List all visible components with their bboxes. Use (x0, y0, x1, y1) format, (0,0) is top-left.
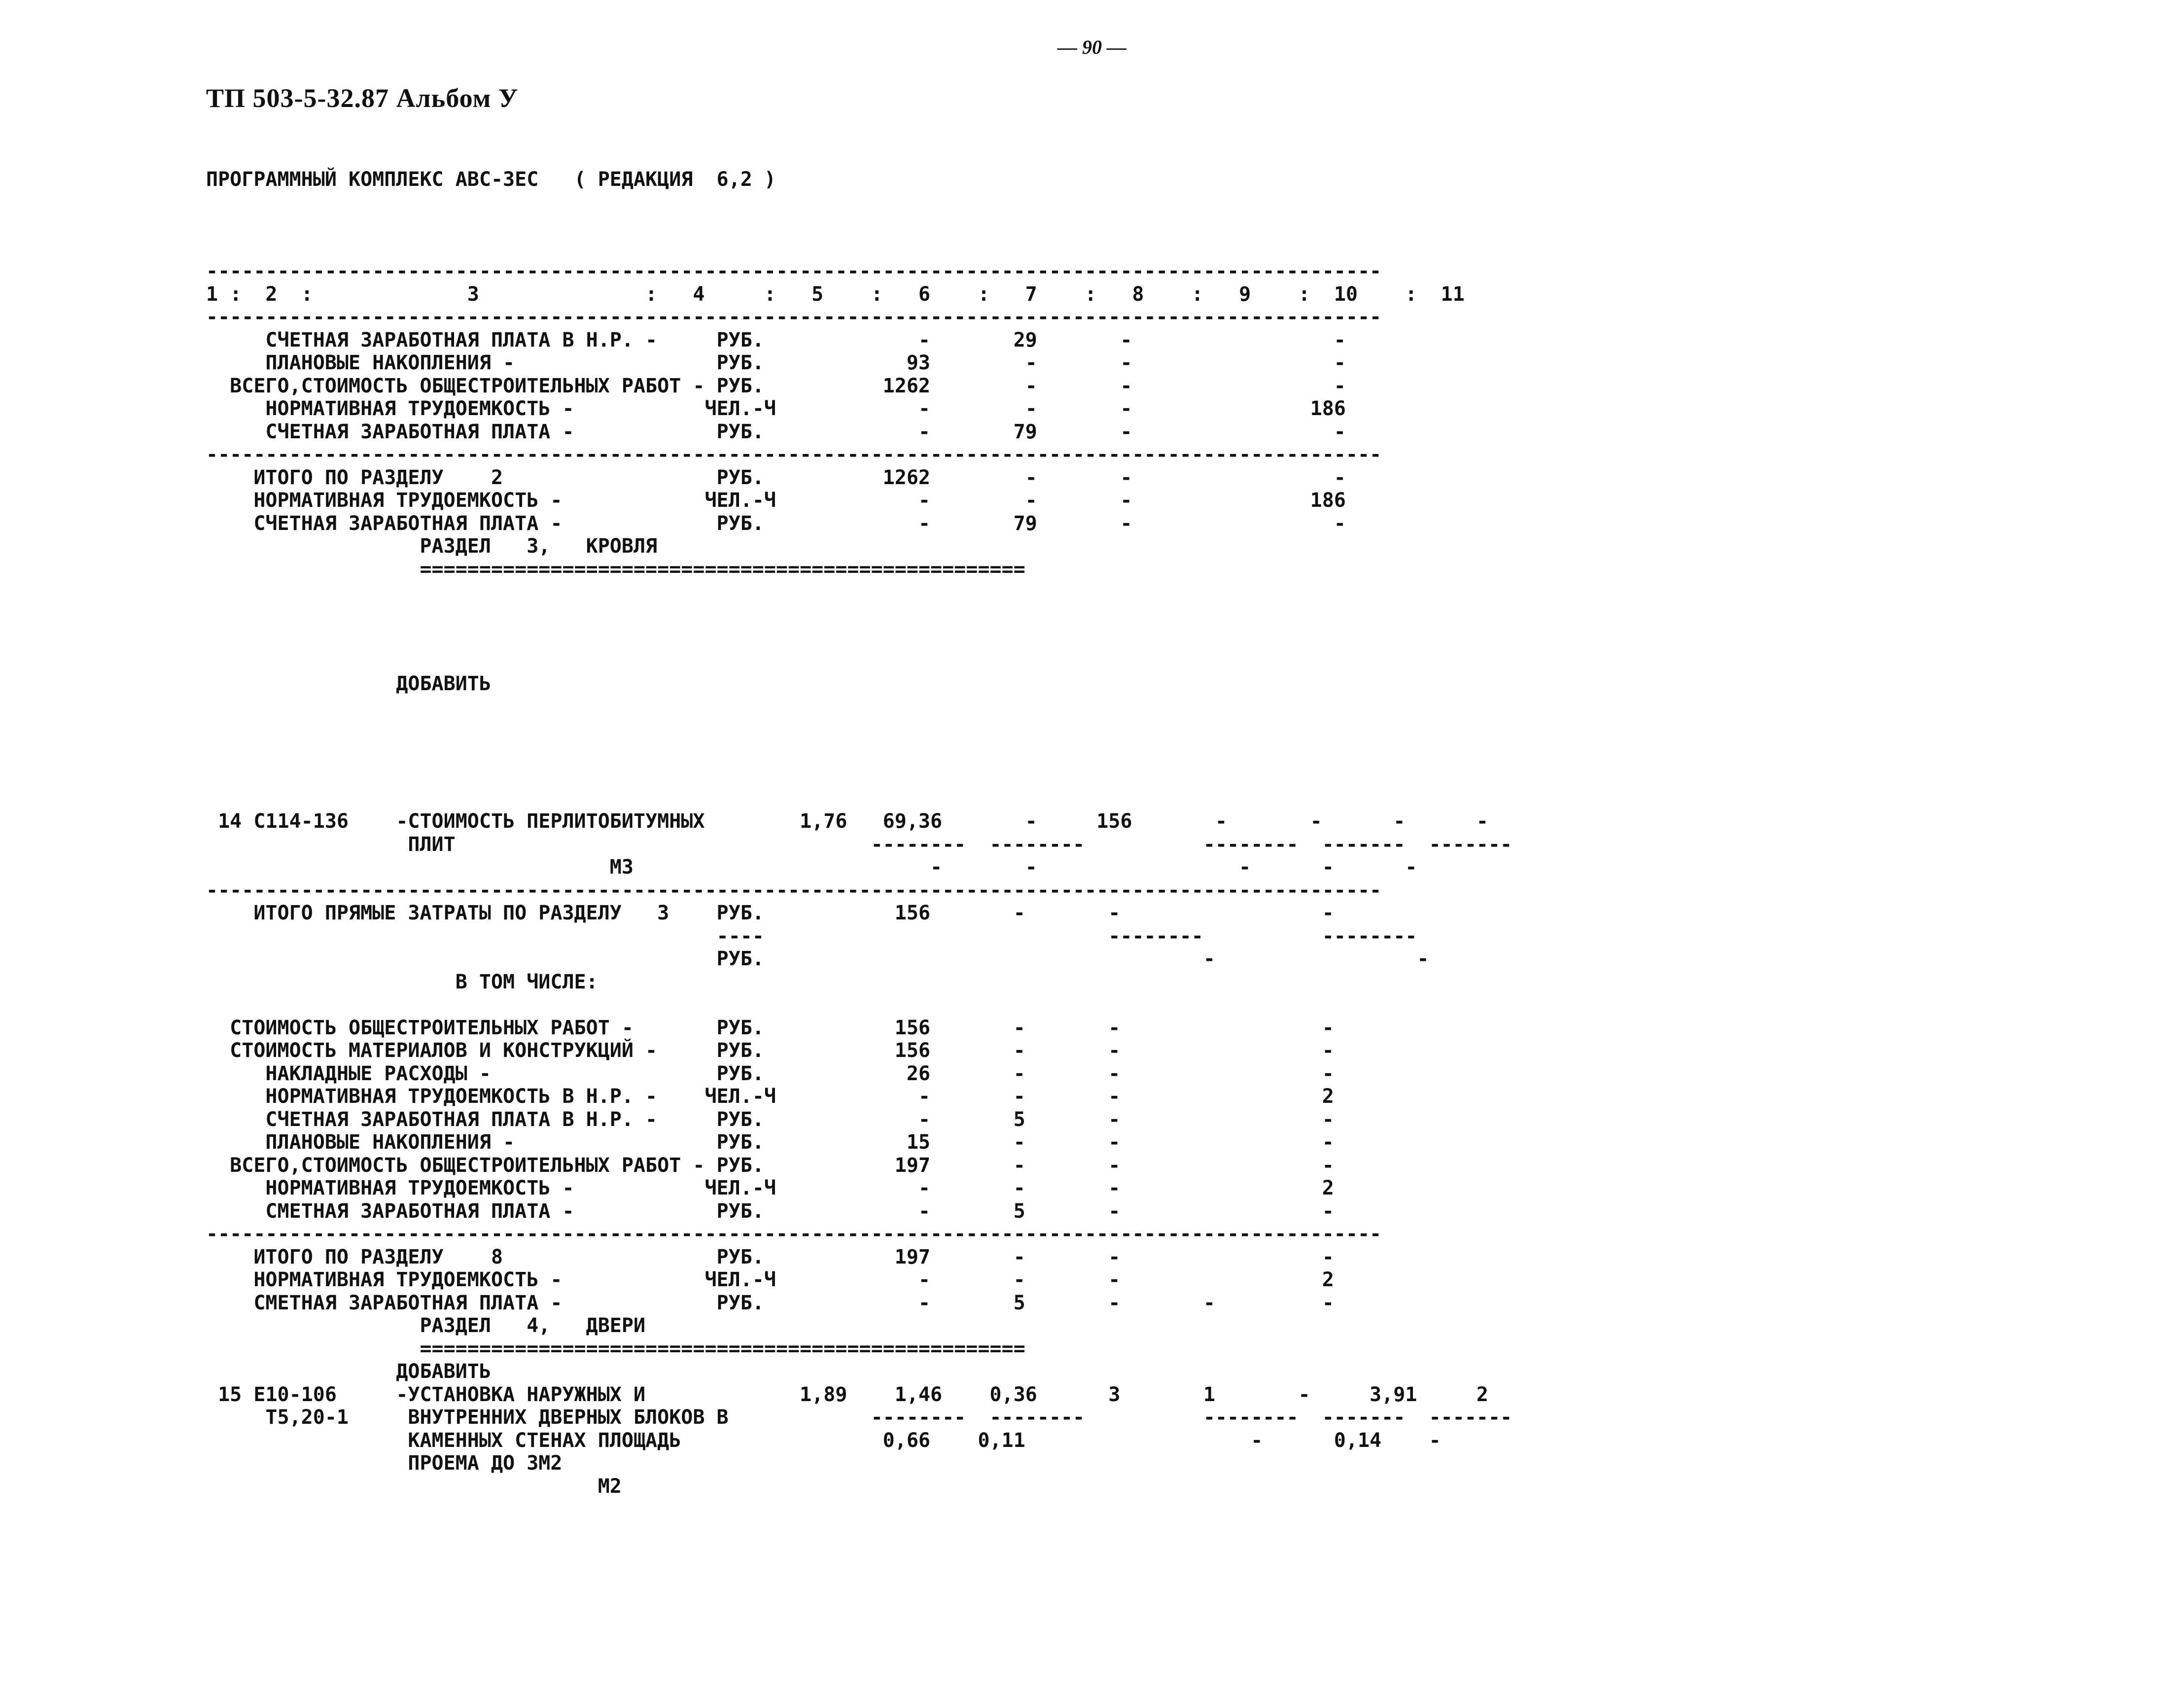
printout-line: ПЛАНОВЫЕ НАКОПЛЕНИЯ - РУБ. 93 - - - (206, 352, 1346, 374)
printout-line: =================================================== (206, 558, 1025, 581)
printout-line (206, 650, 1512, 673)
printout-line (206, 627, 1512, 650)
printout-line: СЧЕТНАЯ ЗАРАБОТНАЯ ПЛАТА В Н.Р. - РУБ. - 29 - - (206, 328, 1346, 352)
printout-line: СТОИМОСТЬ ОБЩЕСТРОИТЕЛЬНЫХ РАБОТ - РУБ. 156 - - - (206, 1016, 1334, 1039)
printout-line: --------------------------------------------------------------------------------------------------- (206, 443, 1382, 466)
printout-line: РУБ. - - (206, 948, 1429, 970)
printout-line (206, 741, 1512, 765)
printout-line: СТОИМОСТЬ МАТЕРИАЛОВ И КОНСТРУКЦИЙ - РУБ. 156 - - - (206, 1039, 1334, 1062)
printout-line (206, 993, 1512, 1017)
printout-line: 15 Е10-106 -УСТАНОВКА НАРУЖНЫХ И 1,89 1,46 0,36 3 1 - 3,91 2 (206, 1383, 1488, 1406)
printout-line: --------------------------------------------------------------------------------------------------- (206, 879, 1382, 902)
printout-body (206, 237, 1512, 1498)
printout-line: РАЗДЕЛ 3, КРОВЛЯ (206, 535, 658, 558)
printout-line (206, 787, 1512, 810)
printout-line (206, 604, 1512, 627)
printout-line: СМЕТНАЯ ЗАРАБОТНАЯ ПЛАТА - РУБ. - 5 - - - (206, 1291, 1334, 1314)
printout-line: М2 (206, 1475, 622, 1498)
printout (206, 122, 1512, 1544)
printout-line: В ТОМ ЧИСЛЕ: (206, 970, 598, 993)
printout-line: 14 С114-136 -СТОИМОСТЬ ПЕРЛИТОБИТУМНЫХ 1,76 69,36 - 156 - - - - (206, 810, 1488, 833)
printout-line (206, 718, 1512, 741)
printout-line: ВСЕГО,СТОИМОСТЬ ОБЩЕСТРОИТЕЛЬНЫХ РАБОТ - РУБ. 1262 - - - (206, 374, 1346, 397)
printout-line: =================================================== (206, 1337, 1025, 1360)
printout-line: НОРМАТИВНАЯ ТРУДОЕМКОСТЬ В Н.Р. - ЧЕЛ.-Ч - - - 2 (206, 1085, 1334, 1108)
printout-line: ИТОГО ПО РАЗДЕЛУ 8 РУБ. 197 - - - (206, 1245, 1334, 1268)
printout-line: ИТОГО ПРЯМЫЕ ЗАТРАТЫ ПО РАЗДЕЛУ 3 РУБ. 156 - - - (206, 902, 1334, 924)
printout-line: ИТОГО ПО РАЗДЕЛУ 2 РУБ. 1262 - - - (206, 466, 1346, 489)
printout-line: НАКЛАДНЫЕ РАСХОДЫ - РУБ. 26 - - - (206, 1062, 1334, 1085)
printout-line: СЧЕТНАЯ ЗАРАБОТНАЯ ПЛАТА - РУБ. - 79 - - (206, 512, 1346, 535)
printout-line: РАЗДЕЛ 4, ДВЕРИ (206, 1314, 646, 1337)
printout-line: --------------------------------------------------------------------------------------------------- (206, 306, 1382, 328)
printout-line: НОРМАТИВНАЯ ТРУДОЕМКОСТЬ - ЧЕЛ.-Ч - - - 2 (206, 1268, 1334, 1291)
printout-line: СЧЕТНАЯ ЗАРАБОТНАЯ ПЛАТА В Н.Р. - РУБ. - 5 - - (206, 1108, 1334, 1131)
printout-line: --------------------------------------------------------------------------------------------------- (206, 260, 1382, 282)
printout-line: М3 - - - - - (206, 856, 1417, 879)
printout-line: --------------------------------------------------------------------------------------------------- (206, 1223, 1382, 1245)
printout-line: ВСЕГО,СТОИМОСТЬ ОБЩЕСТРОИТЕЛЬНЫХ РАБОТ - РУБ. 197 - - - (206, 1154, 1334, 1177)
printout-line: НОРМАТИВНАЯ ТРУДОЕМКОСТЬ - ЧЕЛ.-Ч - - - 186 (206, 397, 1346, 420)
printout-line (206, 237, 1512, 260)
printout-line: ПЛАНОВЫЕ НАКОПЛЕНИЯ - РУБ. 15 - - - (206, 1131, 1334, 1154)
printout-line: КАМЕННЫХ СТЕНАХ ПЛОЩАДЬ 0,66 0,11 - 0,14 - (206, 1429, 1441, 1452)
printout-line (206, 764, 1512, 787)
printout-line: ПЛИТ -------- -------- -------- ------- ------- (206, 833, 1513, 856)
program-title: ПРОГРАММНЫЙ КОМПЛЕКС АВС-3ЕС ( РЕДАКЦИЯ 6,2 ) (206, 168, 776, 191)
printout-line: 1 : 2 : 3 : 4 : 5 : 6 : 7 : 8 : 9 : 10 : 11 (206, 282, 1465, 306)
printout-line: ДОБАВИТЬ (206, 672, 491, 695)
page-number: — 90 — (1057, 36, 1127, 58)
printout-line (206, 696, 1512, 719)
printout-line: ДОБАВИТЬ (206, 1360, 491, 1383)
printout-line: НОРМАТИВНАЯ ТРУДОЕМКОСТЬ - ЧЕЛ.-Ч - - - 186 (206, 489, 1346, 512)
printout-line: СМЕТНАЯ ЗАРАБОТНАЯ ПЛАТА - РУБ. - 5 - - (206, 1199, 1334, 1223)
printout-line (206, 581, 1512, 604)
printout-line: СЧЕТНАЯ ЗАРАБОТНАЯ ПЛАТА - РУБ. - 79 - - (206, 420, 1346, 443)
printout-line: ПРОЕМА ДО 3М2 (206, 1452, 563, 1475)
printout-line: НОРМАТИВНАЯ ТРУДОЕМКОСТЬ - ЧЕЛ.-Ч - - - 2 (206, 1177, 1334, 1199)
album-title: ТП 503-5-32.87 Альбом У (206, 83, 519, 113)
printout-line: ---- -------- -------- (206, 924, 1417, 948)
printout-line: Т5,20-1 ВНУТРЕННИХ ДВЕРНЫХ БЛОКОВ В -------- -------- -------- ------- ------- (206, 1406, 1513, 1429)
